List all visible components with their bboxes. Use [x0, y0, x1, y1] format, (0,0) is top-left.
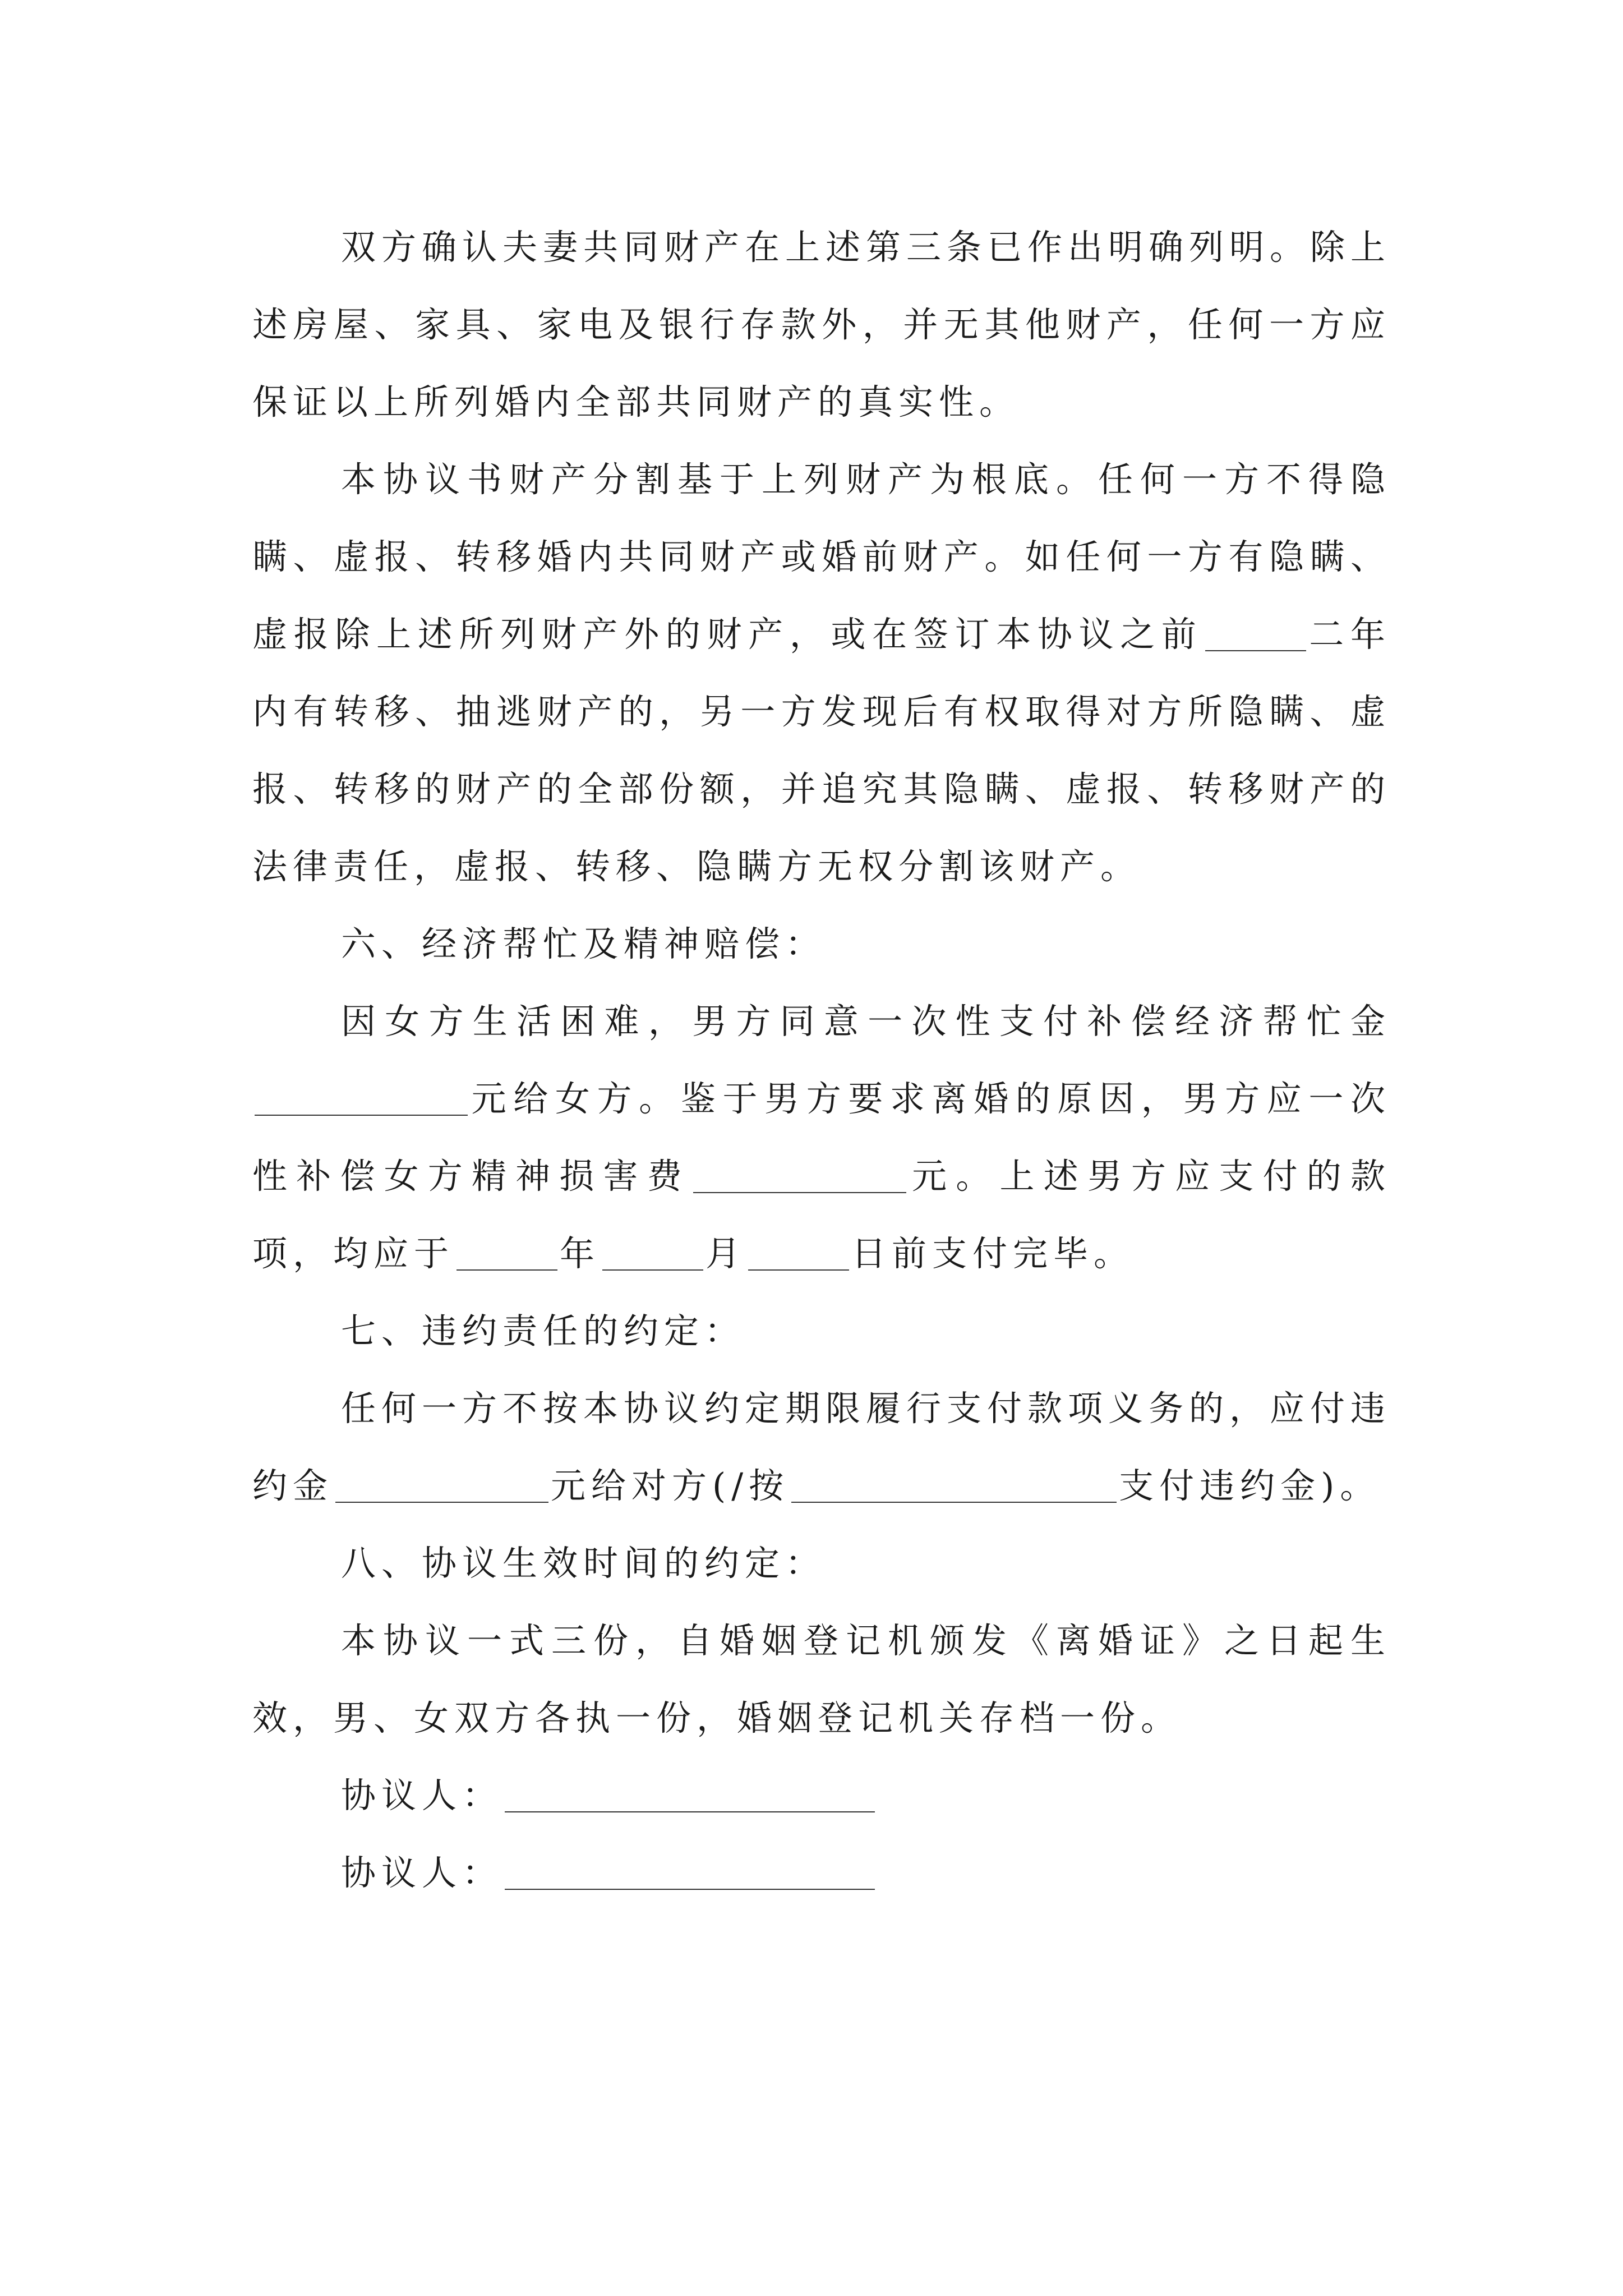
paragraph-effective-time: [252, 1602, 1391, 1757]
paragraph-breach: [252, 1370, 1391, 1525]
paragraph-text: 本协议一式三份，自婚姻登记机颁发《离婚证》之日起生效，男、女双方各执一份，婚姻登记机关存档一份。: [252, 1620, 1391, 1738]
paragraph-text: 双方确认夫妻共同财产在上述第三条已作出明确列明。除上述房屋、家具、家电及银行存款外，并无其他财产，任何一方应保证以上所列婚内全部共同财产的真实性。: [252, 227, 1391, 422]
section-heading-6: [252, 905, 1391, 983]
paragraph-text: 因女方生活困难，男方同意一次性支付补偿经济帮忙金: [341, 1001, 1391, 1042]
blank-day-field[interactable]: [748, 1235, 849, 1271]
paragraph-text: 日前支付完毕。: [851, 1233, 1135, 1274]
year-label: 年: [560, 1233, 601, 1274]
paragraph-compensation: [252, 983, 1391, 1292]
document-page: [252, 209, 1391, 1912]
paragraph-text: 二年内有转移、抽逃财产的，另一方发现后有权取得对方所隐瞒、虚报、转移的财产的全部份额，并追究其隐瞒、虚报、转移财产的法律责任，虚报、转移、隐瞒方无权分割该财产。: [252, 614, 1391, 887]
paragraph-property-confirmation: [252, 209, 1391, 441]
paragraph-text: 元。上述男方应支付的款项，均应于: [252, 1156, 1391, 1274]
paragraph-text: 元给女方。鉴于男方要求离婚的原因，男方应一次性补偿女方精神损害费: [252, 1078, 1391, 1197]
section-heading-8: [252, 1525, 1391, 1602]
heading-text: 八、协议生效时间的约定：: [341, 1543, 826, 1584]
blank-help-amount-field[interactable]: [255, 1080, 468, 1116]
signature-field-2[interactable]: [505, 1854, 875, 1890]
heading-text: 七、违约责任的约定：: [341, 1310, 745, 1351]
paragraph-text: 本协议书财产分割基于上列财产为根底。任何一方不得隐瞒、虚报、转移婚内共同财产或婚前财产。如任何一方有隐瞒、虚报除上述所列财产外的财产，或在签订本协议之前: [252, 459, 1391, 655]
blank-years-field[interactable]: [1205, 615, 1306, 651]
heading-text: 六、经济帮忙及精神赔偿：: [341, 923, 826, 964]
blank-month-field[interactable]: [602, 1235, 703, 1271]
paragraph-property-division: [252, 441, 1391, 905]
paragraph-text: 元给对方(/按: [551, 1465, 790, 1506]
blank-year-field[interactable]: [457, 1235, 557, 1271]
signature-line-2: [252, 1834, 1391, 1912]
signature-label: 协议人：: [341, 1852, 503, 1893]
paragraph-text: 支付违约金)。: [1119, 1465, 1381, 1506]
paragraph-text: 任何一方不按本协议约定期限履行支付款项义务的，应付违约金: [252, 1388, 1391, 1506]
blank-penalty-method-field[interactable]: [791, 1467, 1117, 1503]
blank-penalty-amount-field[interactable]: [335, 1467, 548, 1503]
blank-damage-amount-field[interactable]: [693, 1157, 906, 1193]
section-heading-7: [252, 1292, 1391, 1370]
signature-label: 协议人：: [341, 1775, 503, 1816]
signature-field-1[interactable]: [505, 1777, 875, 1812]
month-label: 月: [706, 1233, 746, 1274]
signature-line-1: [252, 1757, 1391, 1834]
